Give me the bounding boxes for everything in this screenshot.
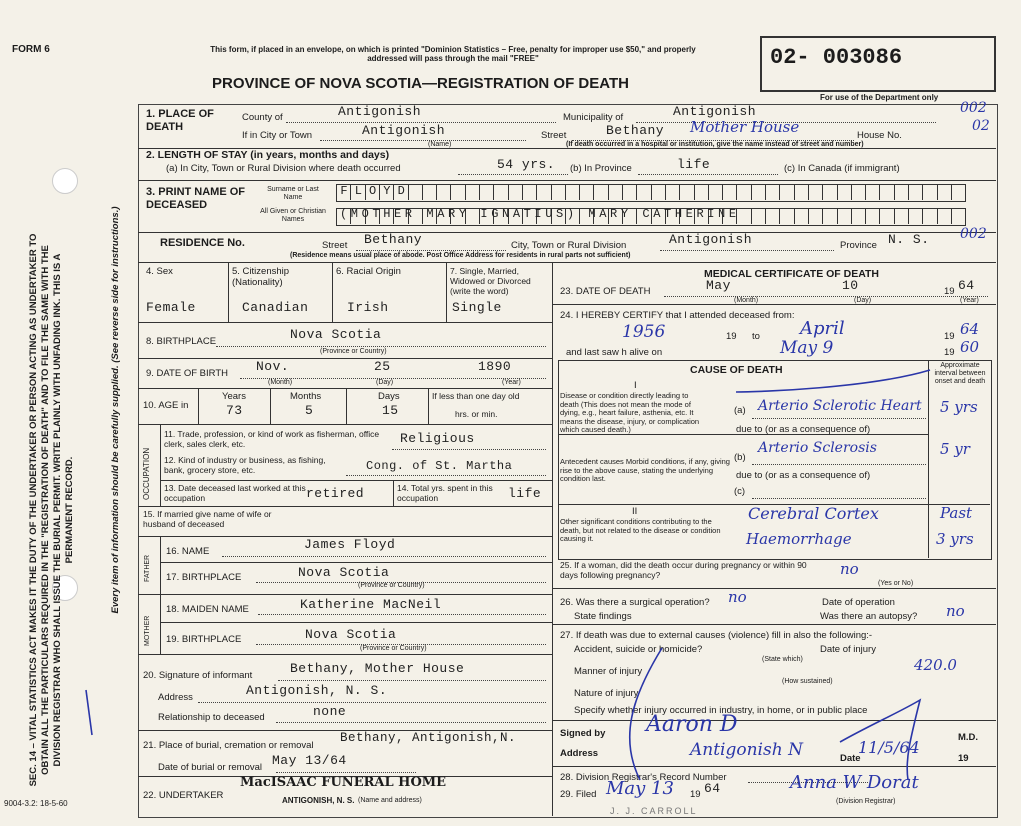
undertaker-label: 22. UNDERTAKER [143, 790, 224, 801]
father-name-label: 16. NAME [166, 546, 210, 557]
citizenship-label: 5. Citizenship (Nationality) [232, 266, 290, 288]
total-years-value: life [508, 486, 542, 501]
father-name-value: James Floyd [304, 537, 396, 552]
given-names-label: All Given or Christian Names [260, 208, 326, 223]
due-to-a: due to (or as a consequence of) [736, 424, 871, 435]
findings-label: State findings [574, 611, 632, 622]
manner-number: 420.0 [914, 656, 957, 674]
signed-address-label: Address [560, 748, 599, 759]
informant-value: Bethany, Mother House [290, 661, 465, 676]
street-label: Street [541, 130, 567, 141]
disease-label: Disease or condition directly leading to death (This does not mean the mode of dying, e.g., heart failure, asthenia, etc. It means the disease, injury, or complication which caused death.) [560, 391, 700, 434]
death-month-hint: (Month) [734, 297, 759, 304]
informant-address-value: Antigonish, N. S. [246, 683, 388, 698]
section-two: II [632, 506, 638, 517]
informant-label: 20. Signature of informant [143, 670, 253, 681]
dob-year-hint: (Year) [502, 379, 521, 386]
record-no-label: 28. Division Registrar's Record Number [560, 772, 727, 783]
date-op-label: Date of operation [822, 597, 895, 608]
dob-day-hint: (Day) [376, 379, 394, 386]
industry-value: Cong. of St. Martha [366, 459, 513, 473]
age-months-value: 5 [305, 403, 314, 418]
stay-b-value: life [677, 157, 711, 172]
autopsy-value: no [946, 602, 965, 620]
municipality-label: Municipality of [563, 112, 624, 123]
mother-birthplace-value: Nova Scotia [305, 627, 397, 642]
autopsy-label: Was there an autopsy? [820, 611, 918, 622]
marital-value: Single [452, 300, 502, 315]
house-no-label: House No. [857, 130, 902, 141]
signed-by-label: Signed by [560, 728, 606, 739]
dob-year: 1890 [478, 359, 512, 374]
pregnant-value: no [840, 560, 859, 578]
trade-label: 11. Trade, profession, or kind of work as fisherman, office clerk, sales clerk, etc. [164, 429, 380, 449]
page-title: PROVINCE OF NOVA SCOTIA—REGISTRATION OF DEATH [212, 75, 629, 92]
hrs-min-label: hrs. or min. [455, 409, 498, 419]
sex-label: 4. Sex [146, 266, 173, 277]
cause-b-marker: (b) [734, 452, 746, 463]
age-years-value: 73 [226, 403, 243, 418]
racial-value: Irish [347, 300, 389, 315]
res-city-label: City, Town or Rural Division [511, 240, 627, 251]
cause-a-value: Arterio Sclerotic Heart [758, 398, 922, 414]
res-city-value: Antigonish [669, 232, 753, 247]
birthplace-value: Nova Scotia [290, 327, 382, 342]
registration-number: 02- 003086 [770, 45, 903, 70]
interval-label: Approximate interval between onset and death [934, 362, 986, 385]
stay-a-value: 54 yrs. [497, 157, 556, 172]
form-code: 9004-3.2: 18-5-60 [4, 799, 68, 808]
spouse-label: 15. If married give name of wife or husband of deceased [143, 509, 272, 529]
surgical-label: 26. Was there a surgical operation? [560, 597, 710, 608]
res-street-value: Bethany [364, 232, 423, 247]
father-birthplace-value: Nova Scotia [298, 565, 390, 580]
last-saw-19: 19 [944, 347, 955, 358]
cause-a-interval: 5 yrs [940, 398, 978, 416]
other-conditions-label: Other significant conditions contributing to the death, but not related to the disease or condition causing it. [560, 517, 721, 543]
age-days-label: Days [378, 391, 400, 402]
residence-note: (Residence means usual place of abode. Post Office Address for residents in rural parts not sufficient) [290, 252, 631, 259]
burial-label: 21. Place of burial, cremation or removal [143, 740, 314, 751]
sidebar-legal-text: SEC. 14 – VITAL STATISTICS ACT MAKES IT THE DUTY OF THE UNDERTAKER OR PERSON ACTING AS UNDERTAKER TO OBTAIN ALL THE PARTICULARS REQUIRED IN THE "REGISTRATION OF DEATH" AND TO FILE THE SAME WITH THE DIVISION REGISTRAR WHO SHALL ISSUE THE BURIAL PERMIT. WRITE PLAINLY WITH UNFADING INK. THIS IS A PERMANENT RECORD. [28, 233, 75, 787]
racial-label: 6. Racial Origin [336, 266, 401, 277]
last-saw-label: and last saw h alive on [566, 347, 663, 358]
given-names-value: (MOTHER MARY IGNATIUS) MARY CATHERINE [340, 207, 740, 221]
other-b-value: Haemorrhage [746, 530, 852, 548]
death-year: 64 [958, 278, 975, 293]
age-years-label: Years [222, 391, 246, 402]
attended-to-19: 19 [944, 331, 955, 342]
cause-b-value: Arterio Sclerosis [758, 440, 877, 456]
cause-b-interval: 5 yr [940, 440, 970, 458]
manner-label: Manner of injury [574, 666, 643, 677]
external-label: 27. If death was due to external causes (violence) fill in also the following:- [560, 630, 873, 641]
section-one: I [634, 380, 637, 391]
surname-cell: Y [379, 184, 394, 200]
age-days-value: 15 [382, 403, 399, 418]
md-label: M.D. [958, 732, 979, 743]
total-years-label: 14. Total yrs. spent in this occupation [397, 483, 493, 503]
registrar-hint: (Division Registrar) [836, 798, 896, 805]
state-which-hint: (State which) [762, 656, 803, 663]
burial-date-label: Date of burial or removal [158, 762, 263, 773]
citizenship-value: Canadian [242, 300, 309, 315]
sidebar-instructions: Every item of information should be carefully supplied. (See reverse side for instructions.) [110, 206, 121, 614]
stay-a-label: (a) In City, Town or Rural Division where death occurred [166, 163, 401, 174]
father-prov-hint: (Province or Country) [358, 582, 425, 589]
burial-date-value: May 13/64 [272, 753, 347, 768]
death-month: May [706, 278, 731, 293]
specify-label: Specify whether injury occurred in industry, in home, or in public place [574, 705, 868, 716]
attended-from: 1956 [622, 322, 666, 342]
certify-label: 24. I HEREBY CERTIFY that I attended deceased from: [560, 310, 795, 321]
city-value: Antigonish [362, 123, 446, 138]
dob-day: 25 [374, 359, 391, 374]
filed-year: 64 [704, 781, 721, 796]
trade-value: Religious [400, 431, 475, 446]
stay-c-label: (c) In Canada (if immigrant) [784, 163, 900, 174]
signed-date-label: Date [840, 753, 861, 764]
mother-maiden-value: Katherine MacNeil [300, 597, 442, 612]
mail-notice: This form, if placed in an envelope, on which is printed "Dominion Statistics – Free, penalty for improper use $50," and properly addressed will pass through the mail "FREE" [210, 45, 696, 63]
last-saw-year: 60 [960, 338, 980, 356]
signed-address-value: Antigonish N [690, 740, 803, 760]
dob-month: Nov. [256, 359, 290, 374]
form-number: FORM 6 [12, 44, 50, 55]
sex-value: Female [146, 300, 196, 315]
medical-title: MEDICAL CERTIFICATE OF DEATH [704, 268, 879, 280]
signed-19: 19 [958, 753, 969, 764]
death-day-hint: (Day) [854, 297, 872, 304]
surname-cell: L [350, 184, 365, 200]
attended-19: 19 [726, 331, 737, 342]
length-of-stay-label: 2. LENGTH OF STAY (in years, months and days) [146, 149, 390, 161]
surname-cell: D [393, 184, 408, 200]
street-handwritten: Mother House [690, 118, 800, 136]
due-to-b: due to (or as a consequence of) [736, 470, 871, 481]
how-hint: (How sustained) [782, 678, 833, 685]
filed-label: 29. Filed [560, 789, 597, 800]
informant-address-label: Address [158, 692, 193, 703]
other-a-interval: Past [940, 504, 973, 522]
undertaker-name-address-hint: (Name and address) [358, 797, 422, 804]
municipality-value: Antigonish [673, 104, 757, 119]
cause-c-marker: (c) [734, 486, 746, 497]
filed-signature: Anna W Dorat [790, 772, 919, 793]
county-value: Antigonish [338, 104, 422, 119]
dept-code-1: 002 [960, 100, 987, 116]
prov-country-hint: (Province or Country) [320, 348, 387, 355]
filed-value: May 13 [606, 778, 674, 799]
cause-a-marker: (a) [734, 405, 746, 416]
mother-birthplace-label: 19. BIRTHPLACE [166, 634, 242, 645]
dept-code-2: 002 [960, 226, 987, 242]
date-of-death-label: 23. DATE OF DEATH [560, 286, 651, 297]
attended-to-year: 64 [960, 320, 980, 338]
marital-label: 7. Single, Married, Widowed or Divorced (write the word) [450, 266, 531, 296]
surname-cell: O [365, 184, 380, 200]
dob-label: 9. DATE OF BIRTH [146, 368, 228, 379]
surname-cell: F [336, 184, 351, 200]
other-b-interval: 3 yrs [936, 530, 974, 548]
age-label: 10. AGE in [143, 400, 189, 411]
occupation-label: OCCUPATION [142, 447, 151, 500]
department-use: For use of the Department only [820, 93, 939, 102]
residence-label: RESIDENCE No. [160, 237, 245, 249]
attended-to: April [800, 318, 845, 339]
undertaker-name: MacISAAC FUNERAL HOME [240, 775, 447, 790]
surname-label: Surname or Last Name [267, 186, 319, 201]
cause-title: CAUSE OF DEATH [690, 364, 783, 376]
death-day: 10 [842, 278, 859, 293]
birthplace-8-label: 8. BIRTHPLACE [146, 336, 217, 347]
burial-place-value: Bethany, Antigonish,N. [340, 731, 517, 745]
industry-label: 12. Kind of industry or business, as fishing, bank, grocery store, etc. [164, 455, 326, 475]
father-birthplace-label: 17. BIRTHPLACE [166, 572, 242, 583]
relationship-value: none [313, 704, 347, 719]
hospital-note: (If death occurred in a hospital or institution, give the name instead of street and number) [566, 141, 864, 148]
res-province-label: Province [840, 240, 877, 251]
last-worked-label: 13. Date deceased last worked at this occupation [164, 483, 306, 503]
death-19: 19 [944, 286, 955, 297]
date-injury-label: Date of injury [820, 644, 876, 655]
stay-b-label: (b) In Province [570, 163, 632, 174]
street-value: Bethany [606, 123, 665, 138]
house-no-value: 02 [972, 118, 990, 134]
print-name-label: 3. PRINT NAME OF DECEASED [146, 186, 246, 211]
attended-to-label: to [752, 331, 760, 342]
relationship-label: Relationship to deceased [158, 712, 265, 723]
last-saw-value: May 9 [780, 338, 834, 358]
carroll-stamp: J. J. CARROLL [610, 806, 698, 816]
place-of-death-label: 1. PLACE OF DEATH [146, 108, 214, 133]
lt-one-day-label: If less than one day old [432, 391, 520, 401]
city-label: If in City or Town [242, 130, 313, 141]
signed-date-value: 11/5/64 [858, 738, 920, 757]
nature-label: Nature of injury [574, 688, 639, 699]
mother-prov-hint: (Province or Country) [360, 645, 427, 652]
surgical-value: no [728, 588, 747, 606]
name-hint: (Name) [428, 141, 452, 148]
dob-month-hint: (Month) [268, 379, 293, 386]
age-months-label: Months [290, 391, 322, 402]
pregnant-label: 25. If a woman, did the death occur during pregnancy or within 90 days following pregnancy? [560, 560, 807, 580]
undertaker-city: ANTIGONISH, N. S. [282, 796, 355, 805]
death-year-hint: (Year) [960, 297, 979, 304]
mother-maiden-label: 18. MAIDEN NAME [166, 604, 249, 615]
signed-by-value: Aaron D [646, 712, 738, 737]
res-province-value: N. S. [888, 232, 930, 247]
other-a-value: Cerebral Cortex [748, 504, 879, 523]
father-label: FATHER [144, 554, 151, 582]
accident-label: Accident, suicide or homicide? [574, 644, 703, 655]
last-worked-value: retired [306, 486, 365, 501]
mother-label: MOTHER [144, 615, 151, 646]
county-label: County of [242, 112, 283, 123]
yes-no-hint: (Yes or No) [878, 580, 914, 587]
res-street-label: Street [322, 240, 348, 251]
antecedent-label: Antecedent causes Morbid conditions, if any, giving rise to the above cause, stating the underlying condition last. [560, 457, 730, 483]
filed-19: 19 [690, 789, 701, 800]
